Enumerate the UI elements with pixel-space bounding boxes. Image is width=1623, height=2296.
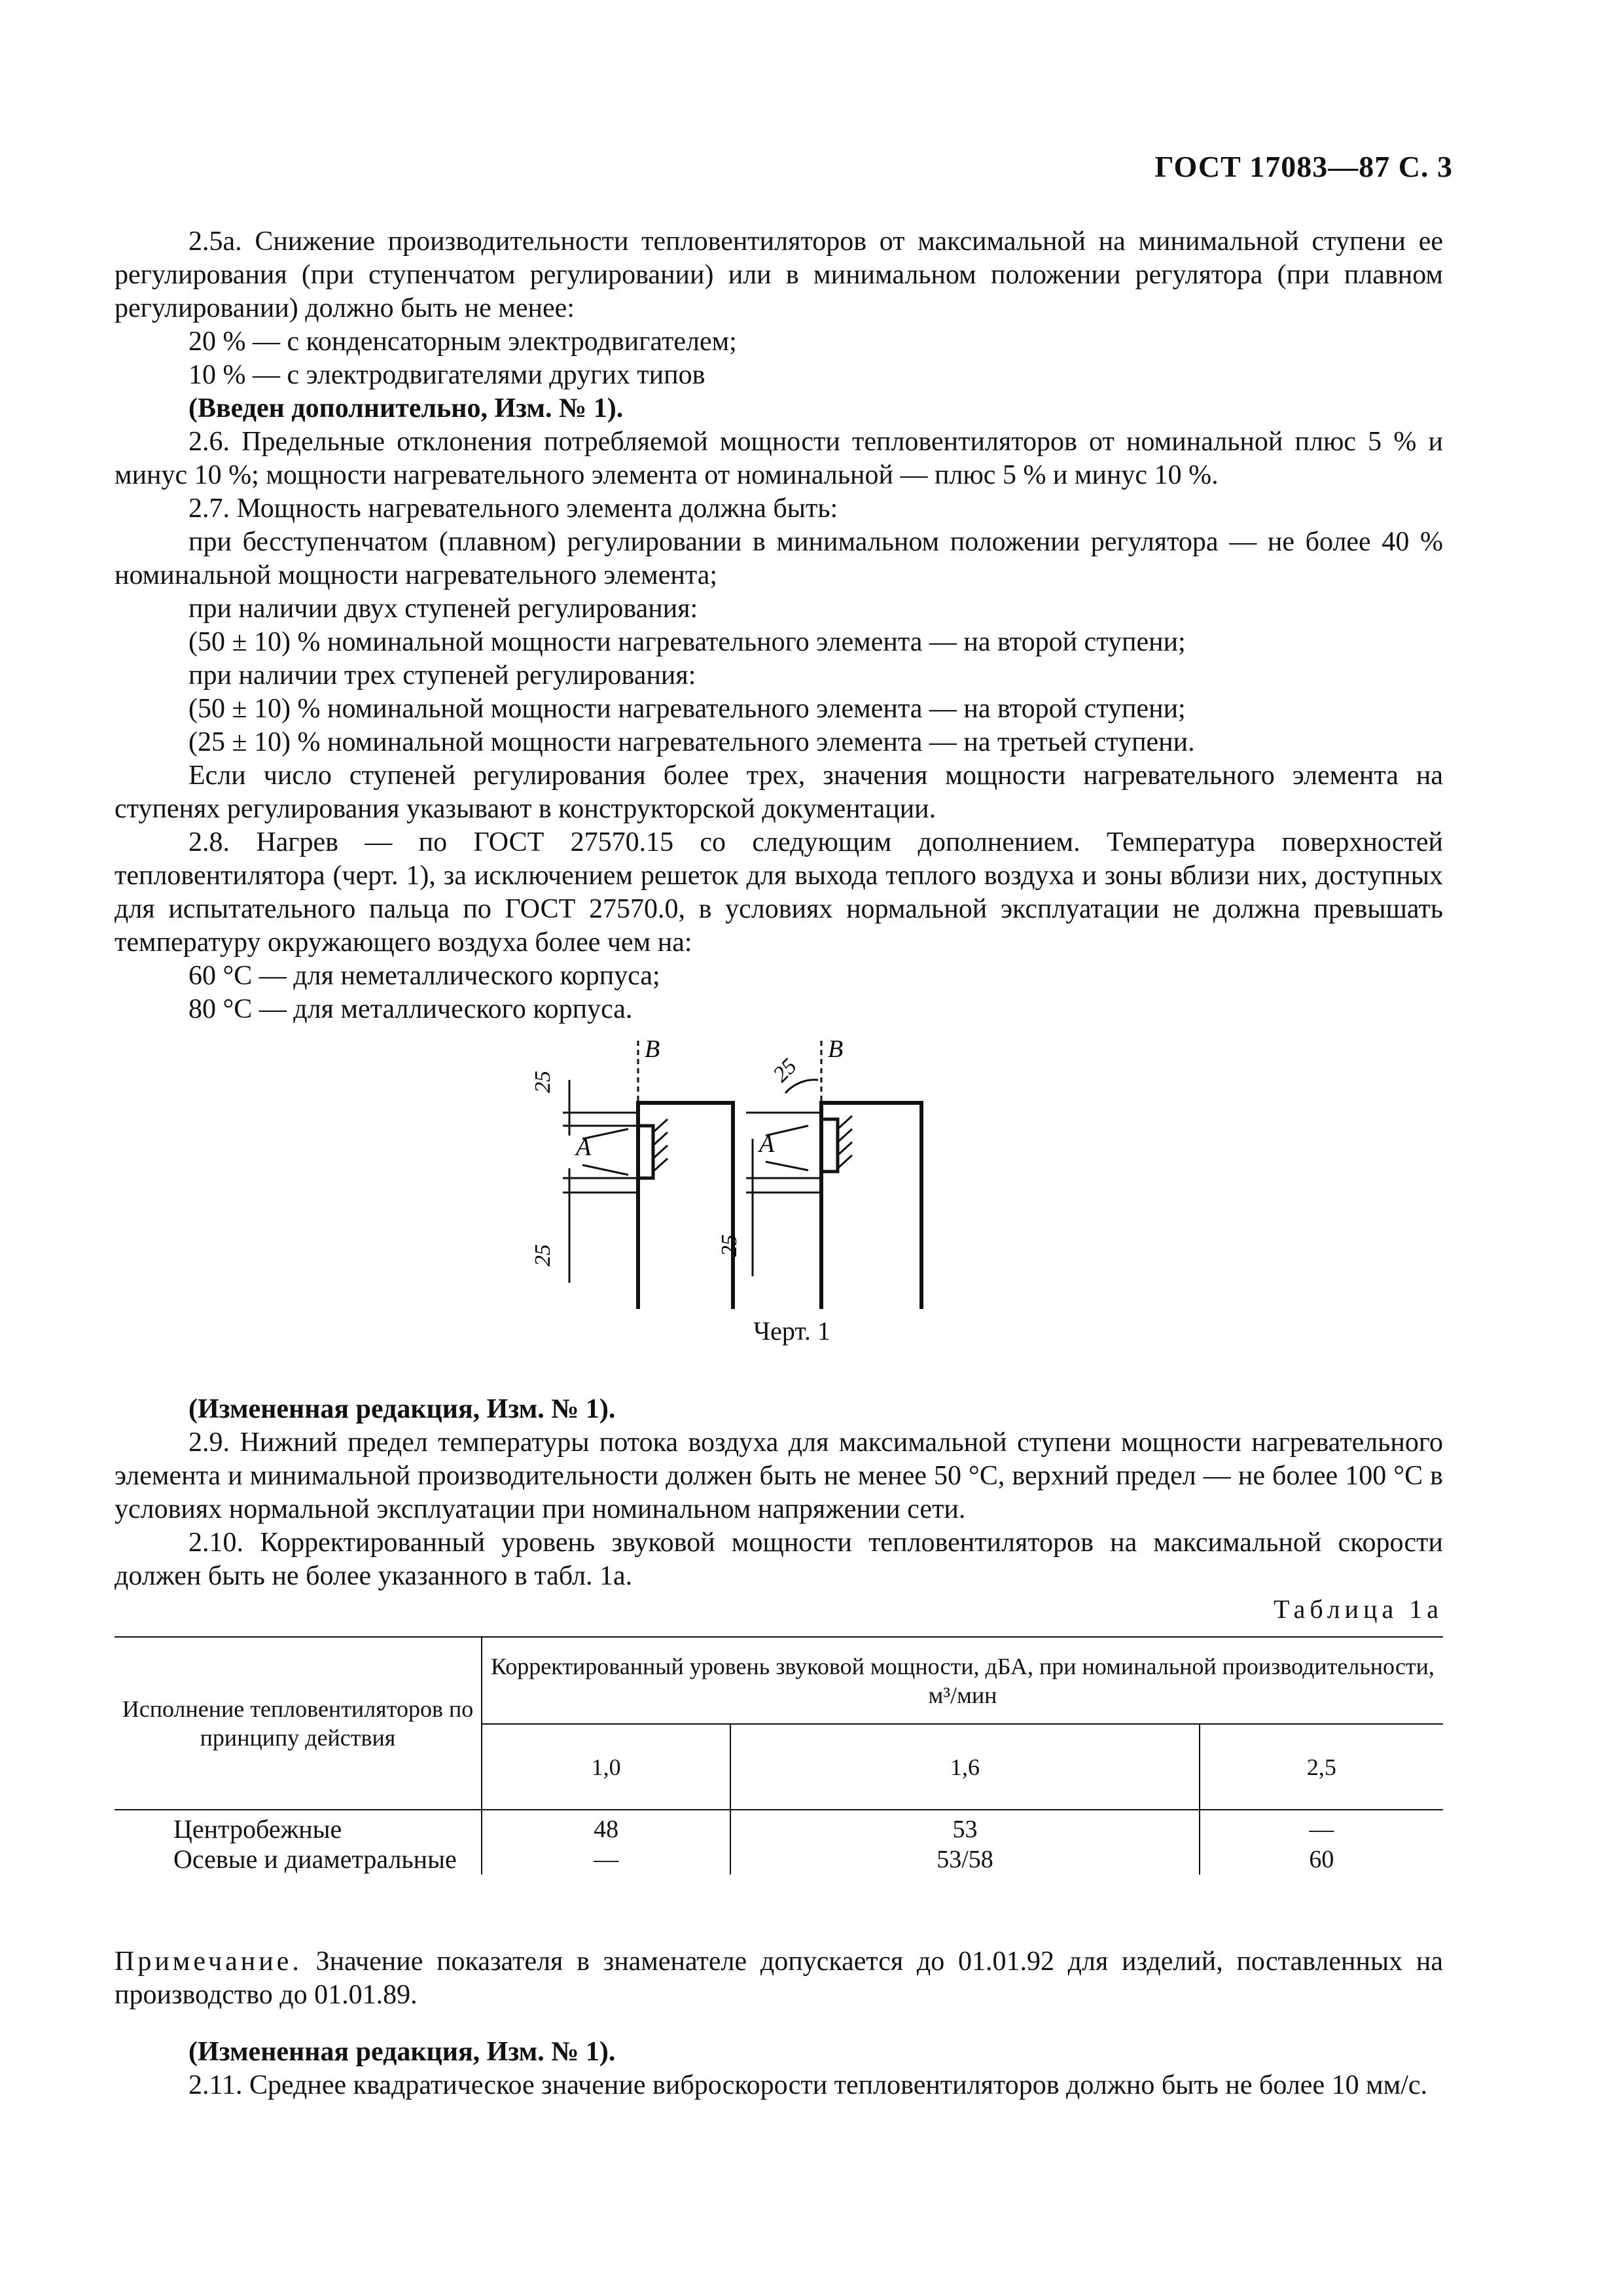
dims-right <box>746 1080 821 1276</box>
grille-right <box>821 1119 838 1172</box>
paragraph: 2.7. Мощность нагревательного элемента должна быть: <box>188 493 838 524</box>
table-cell: 53/58 <box>730 1844 1200 1874</box>
note-label: Примечание. <box>115 1946 302 1977</box>
paragraph: 2.5а. Снижение производительности тепловентиляторов от максимальной на минимальной ступени ее регулирования (при ступенчатом регулировании) или в минимальном положении регулятора (при плавном регулировании) должно быть не менее: <box>115 226 1443 323</box>
dim-label-left-top: 25 <box>531 1071 555 1093</box>
note-text: Значение показателя в знаменателе допускается до 01.01.92 для изделий, поставленных на производство до 01.01.89. <box>115 1946 1443 2010</box>
table-title: Таблица 1а <box>1274 1594 1443 1624</box>
table-note <box>115 1945 1443 2012</box>
section-notes <box>115 1945 1443 2102</box>
paragraph: (50 ± 10) % номинальной мощности нагревательного элемента — на второй ступени; <box>188 694 1186 724</box>
paragraph: 10 % — с электродвигателями других типов <box>188 360 705 390</box>
paragraph: 60 °С — для неметаллического корпуса; <box>188 961 660 991</box>
paragraph: (50 ± 10) % номинальной мощности нагревательного элемента — на второй ступени; <box>188 627 1186 657</box>
label-b-right: В <box>828 1035 844 1063</box>
paragraph: при наличии трех ступеней регулирования: <box>188 660 696 691</box>
table-cell: 60 <box>1200 1844 1443 1874</box>
dims-left <box>563 1080 638 1283</box>
figure-drawing <box>510 1021 1047 1309</box>
table-row <box>115 1810 1443 1844</box>
paragraph: Если число ступеней регулирования более трех, значения мощности нагревательного элемента на ступенях регулирования указывают в конструкторской документации. <box>115 761 1443 824</box>
label-a-left: А <box>576 1134 592 1161</box>
table-cell: 53 <box>730 1810 1200 1844</box>
noise-level-table <box>115 1636 1443 1874</box>
arrow-a-left-2 <box>582 1165 628 1175</box>
table-col-header: 1,6 <box>730 1724 1200 1810</box>
hatch-right-2 <box>838 1129 852 1142</box>
table-row <box>115 1844 1443 1874</box>
paragraph: 2.8. Нагрев — по ГОСТ 27570.15 со следующим дополнением. Температура поверхностей тепловентилятора (черт. 1), за исключением решеток для выхода теплого воздуха и зоны вблизи них, доступных для испытательного пальца по ГОСТ 27570.0, в условиях нормальной эксплуатации не должна превышать температуру окружающего воздуха более чем на: <box>115 827 1443 958</box>
hatch-left-3 <box>653 1145 668 1158</box>
hatch-left-1 <box>653 1119 668 1132</box>
figure-caption: Черт. 1 <box>753 1316 830 1346</box>
amendment-note: (Измененная редакция, Изм. № 1). <box>188 2037 616 2067</box>
paragraph: (Введен дополнительно, Изм. № 1). <box>188 393 624 423</box>
section-main-text <box>115 225 1443 1026</box>
paragraph: (Измененная редакция, Изм. № 1). <box>188 1394 616 1424</box>
dim-label-right-bot: 25 <box>717 1234 741 1257</box>
table-cell: — <box>594 1846 619 1873</box>
table-row-label: Осевые и диаметральные <box>115 1844 482 1874</box>
table-col-header: 1,0 <box>482 1724 730 1810</box>
paragraph: (25 ± 10) % номинальной мощности нагревательного элемента — на третьей ступени. <box>188 727 1195 757</box>
paragraph: 2.9. Нижний предел температуры потока воздуха для максимальной ступени мощности нагревательного элемента и минимальной производительности должен быть не менее 50 °С, верхний предел — не более 100 °С в условиях нормальной эксплуатации при номинальном напряжении сети. <box>115 1427 1443 1524</box>
drawing-left <box>638 1041 733 1309</box>
hatch-left-2 <box>653 1132 668 1145</box>
paragraph: при наличии двух ступеней регулирования: <box>188 594 698 624</box>
table-super-header: Корректированный уровень звуковой мощности, дБА, при номинальной производительности, м³/мин <box>482 1637 1443 1724</box>
grille-left <box>638 1126 653 1178</box>
table-cell: — <box>1200 1810 1443 1844</box>
label-b-left: В <box>645 1035 660 1063</box>
label-a-right: А <box>759 1130 775 1158</box>
arrow-a-right-2 <box>766 1162 808 1170</box>
paragraph: 2.6. Предельные отклонения потребляемой мощности тепловентиляторов от номинальной плюс 5 % и минус 10 %; мощности нагревательного элемента от номинальной — плюс 5 % и минус 10 %. <box>115 427 1443 490</box>
paragraph: при бесступенчатом (плавном) регулировании в минимальном положении регулятора — не более 40 % номинальной мощности нагревательного элемента; <box>115 527 1443 590</box>
hatch-left-4 <box>653 1158 668 1172</box>
hatch-right-1 <box>838 1116 852 1129</box>
paragraph: 2.10. Корректированный уровень звуковой мощности тепловентиляторов на максимальной скорости должен быть не более указанного в табл. 1а. <box>115 1528 1443 1591</box>
hatch-right-3 <box>838 1142 852 1155</box>
table-corner-header: Исполнение тепловентиляторов по принципу действия <box>115 1637 482 1810</box>
table-col-header: 2,5 <box>1200 1724 1443 1810</box>
drawing-right <box>821 1041 921 1309</box>
dim-label-left-bot: 25 <box>531 1244 555 1266</box>
paragraph: 80 °С — для металлического корпуса. <box>188 994 633 1024</box>
paragraph-2-11: 2.11. Среднее квадратическое значение виброскорости тепловентиляторов должно быть не более 10 мм/с. <box>188 2070 1428 2100</box>
technical-drawing <box>510 1021 1047 1309</box>
section-text-after-figure <box>115 1393 1443 1593</box>
dim-label-right-top: 25 <box>768 1054 802 1087</box>
table-row-label: Центробежные <box>115 1810 482 1844</box>
page-header: ГОСТ 17083—87 С. 3 <box>1154 150 1453 183</box>
hatch-right-4 <box>838 1155 852 1168</box>
paragraph: 20 % — с конденсаторным электродвигателем; <box>188 327 737 357</box>
table-cell: 48 <box>594 1816 619 1843</box>
